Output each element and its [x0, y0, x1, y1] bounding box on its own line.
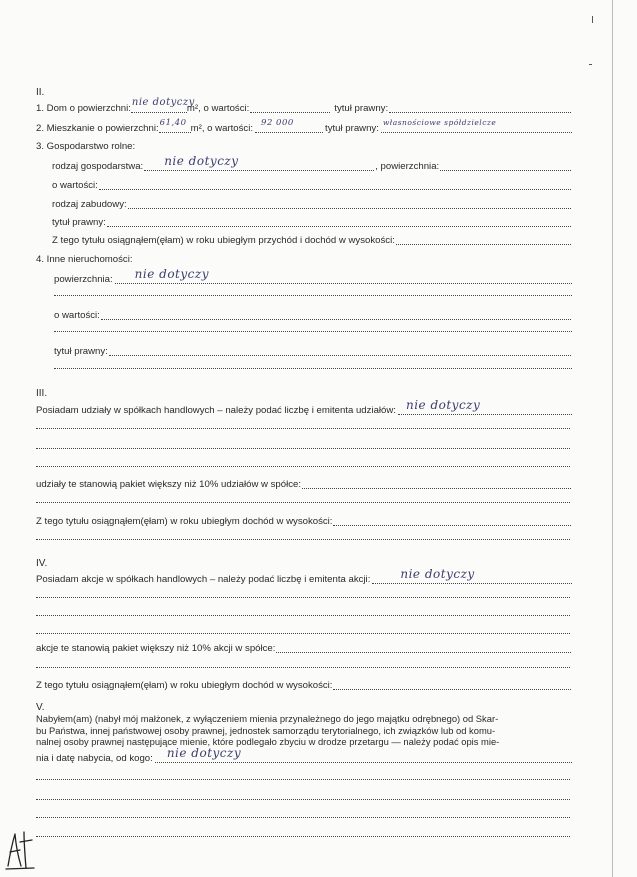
- stocks-packet-extra-dots: [36, 666, 570, 668]
- farm-value-line: [52, 180, 572, 192]
- flat-title-fill: [381, 118, 572, 133]
- flat-value-fill: [255, 118, 323, 133]
- farm-area-label: , powierzchnia:: [375, 161, 440, 172]
- other-title-line: [54, 346, 572, 358]
- shares-packet-dots: [302, 479, 571, 489]
- other-title-extra-dots: [54, 367, 572, 369]
- farm-label: 3. Gospodarstwo rolne:: [36, 141, 136, 152]
- other-area-extra-dots: [54, 294, 572, 296]
- other-title-label: tytuł prawny:: [54, 346, 108, 357]
- shares-extra-dots-3: [36, 465, 570, 467]
- other-value-line: [54, 310, 572, 322]
- acquisition-line-4: [36, 746, 572, 765]
- flat-label: 2. Mieszkanie o powierzchni:: [36, 123, 159, 134]
- scan-edge: [612, 0, 613, 877]
- shares-label: Posiadam udziały w spółkach handlowych – należy podać liczbę i emitenta udziałów:: [36, 405, 396, 416]
- acquisition-extra-dots-3: [36, 816, 570, 818]
- farm-value-label: o wartości:: [52, 180, 98, 191]
- shares-income-dots: [333, 516, 571, 526]
- acquisition-line-2: bu Państwa, innej państwowej osoby prawnej, jednostek samorządu terytorialnego, ich związków lub od komu-: [36, 724, 496, 736]
- house-value-dots: [250, 103, 330, 113]
- other-value-extra-dots: [54, 330, 572, 332]
- house-area-fill: [131, 97, 195, 113]
- house-area-handwriting: nie dotyczy: [131, 97, 195, 108]
- acquisition-line-3: nalnej osoby prawnej następujące mienie, które podlegało zbyciu w drodze przetargu — należy podać opis mie-: [36, 736, 500, 747]
- other-area-line: [54, 267, 572, 286]
- flat-area-handwriting: 61,40: [159, 118, 187, 128]
- farm-income-label: Z tego tytułu osiągnąłem(ęłam) w roku ubiegłym przychód i dochód w wysokości:: [52, 235, 395, 246]
- farm-building-label: rodzaj zabudowy:: [52, 199, 127, 210]
- section-number-iii: III.: [36, 388, 48, 399]
- shares-extra-dots-1: [36, 427, 570, 429]
- shares-packet-label: udziały te stanowią pakiet większy niż 10% udziałów w spółce:: [36, 479, 302, 490]
- stocks-packet-label: akcje te stanowią pakiet większy niż 10% akcji w spółce:: [36, 643, 276, 654]
- farm-kind-line: [52, 154, 572, 173]
- shares-line: [36, 398, 572, 417]
- farm-income-dots: [396, 235, 571, 245]
- shares-income-extra-dots: [36, 538, 570, 540]
- house-line: [36, 97, 572, 115]
- farm-kind-fill: [144, 154, 374, 171]
- house-label: 1. Dom o powierzchni:: [36, 103, 131, 114]
- stocks-packet-line: [36, 643, 572, 655]
- acquisition-paragraph: [36, 713, 572, 748]
- flat-line: [36, 118, 572, 135]
- signature-initials-icon: [2, 828, 38, 872]
- other-value-dots: [101, 310, 571, 320]
- flat-title-handwriting: własnościowe spółdzielcze: [382, 118, 497, 127]
- other-value-label: o wartości:: [54, 310, 100, 321]
- stocks-line: [36, 567, 572, 586]
- house-title-dots: [389, 103, 571, 113]
- other-property-heading: [36, 254, 572, 266]
- shares-fill: [398, 398, 572, 415]
- farm-building-line: [52, 199, 572, 211]
- stocks-extra-dots-2: [36, 614, 570, 616]
- flat-value-handwriting: 92 000: [261, 118, 294, 128]
- scan-mark: [589, 64, 592, 65]
- house-title-label: tytuł prawny:: [334, 103, 389, 114]
- section-number-iv: IV.: [36, 558, 48, 569]
- farm-income-line: [52, 235, 572, 247]
- flat-title-label: tytuł prawny:: [325, 123, 379, 134]
- scan-mark: [592, 16, 593, 23]
- shares-packet-line: [36, 479, 572, 491]
- other-area-fill: [115, 267, 572, 284]
- shares-extra-dots-2: [36, 447, 570, 449]
- acquisition-line-1: Nabyłem(am) (nabył mój małżonek, z wyłączeniem mienia przynależnego do jego majątku odrębnego) od Skar-: [36, 713, 499, 724]
- shares-packet-extra-dots: [36, 501, 570, 503]
- farm-heading: [36, 141, 572, 153]
- flat-area-fill: [159, 118, 191, 133]
- acquisition-extra-dots-2: [36, 798, 570, 800]
- stocks-income-line: [36, 680, 572, 692]
- acquisition-handwriting: nie dotyczy: [166, 746, 242, 760]
- farm-title-dots: [107, 217, 571, 227]
- acquisition-extra-dots-1: [36, 778, 570, 780]
- stocks-packet-dots: [276, 643, 571, 653]
- shares-handwriting: nie dotyczy: [405, 398, 481, 412]
- stocks-extra-dots-1: [36, 596, 570, 598]
- other-property-label: 4. Inne nieruchomości:: [36, 254, 133, 265]
- stocks-handwriting: nie dotyczy: [400, 567, 475, 581]
- other-title-dots: [109, 346, 571, 356]
- stocks-fill: [372, 567, 572, 584]
- farm-title-line: [52, 217, 572, 229]
- farm-title-label: tytuł prawny:: [52, 217, 106, 228]
- shares-income-label: Z tego tytułu osiągnąłem(ęłam) w roku ubiegłym dochód w wysokości:: [36, 516, 333, 527]
- other-area-handwriting: nie dotyczy: [134, 267, 209, 281]
- stocks-income-dots: [333, 680, 571, 690]
- section-number-ii: II.: [36, 87, 45, 98]
- acquisition-fill: [155, 746, 572, 763]
- farm-kind-label: rodzaj gospodarstwa:: [52, 161, 144, 172]
- farm-building-dots: [128, 199, 571, 209]
- farm-value-dots: [99, 180, 571, 190]
- farm-kind-handwriting: nie dotyczy: [164, 154, 239, 168]
- stocks-label: Posiadam akcje w spółkach handlowych – należy podać liczbę i emitenta akcji:: [36, 574, 371, 585]
- house-unit: m², o wartości:: [186, 103, 250, 114]
- farm-area-dots: [440, 161, 571, 171]
- flat-unit: m², o wartości:: [190, 123, 254, 134]
- acquisition-last-label: nia i datę nabycia, od kogo:: [36, 753, 153, 764]
- stocks-income-label: Z tego tytułu osiągnąłem(ęłam) w roku ubiegłym dochód w wysokości:: [36, 680, 333, 691]
- section-number-v: V.: [36, 702, 45, 713]
- acquisition-extra-dots-4: [36, 835, 570, 837]
- stocks-extra-dots-3: [36, 632, 570, 634]
- other-area-label: powierzchnia:: [54, 274, 113, 285]
- shares-income-line: [36, 516, 572, 528]
